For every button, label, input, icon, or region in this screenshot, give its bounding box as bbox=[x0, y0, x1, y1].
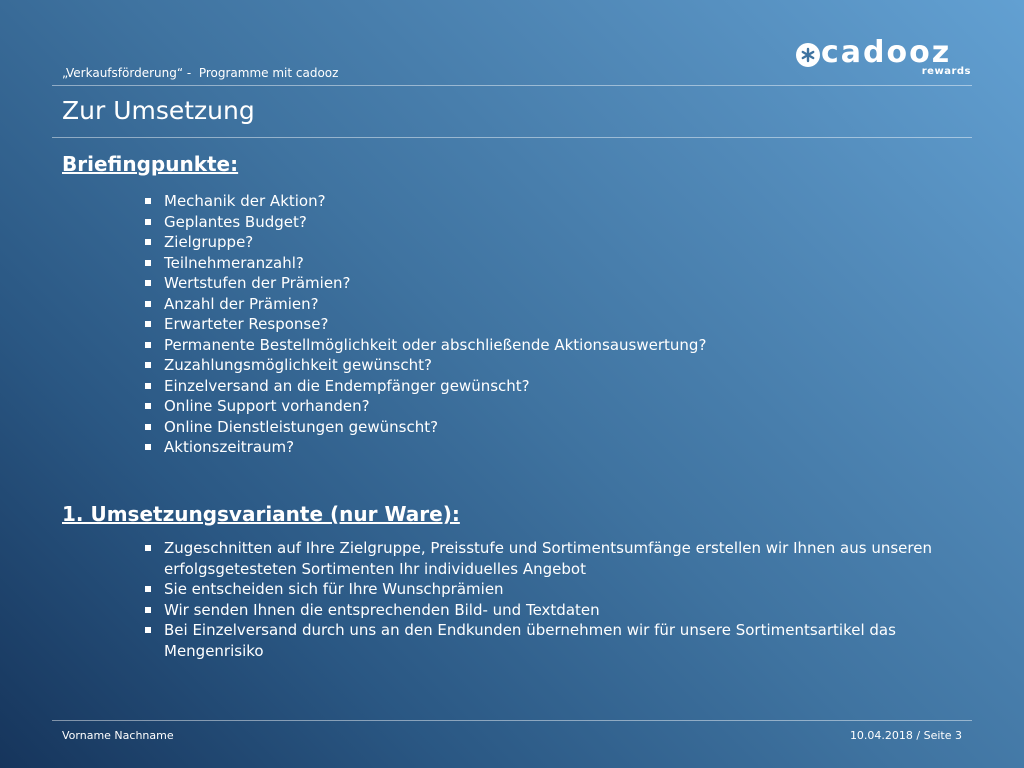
list-item: Permanente Bestellmöglichkeit oder abschließende Aktionsauswertung? bbox=[145, 335, 865, 356]
list-item: Sie entscheiden sich für Ihre Wunschprämien bbox=[145, 579, 945, 600]
bullet-square-icon bbox=[145, 321, 151, 327]
page-title: Zur Umsetzung bbox=[62, 96, 255, 125]
logo-subtext: rewards bbox=[921, 66, 971, 77]
bullet-square-icon bbox=[145, 342, 151, 348]
logo-wordmark: cadooz bbox=[821, 35, 952, 70]
bullet-square-icon bbox=[145, 545, 151, 551]
bullet-square-icon bbox=[145, 383, 151, 389]
bullet-square-icon bbox=[145, 280, 151, 286]
list-item: Erwarteter Response? bbox=[145, 314, 865, 335]
footer-date-page: 10.04.2018 / Seite 3 bbox=[849, 729, 962, 742]
list-item: Geplantes Budget? bbox=[145, 212, 865, 233]
footer-divider bbox=[52, 720, 972, 721]
section-heading-umsetzungsvariante: 1. Umsetzungsvariante (nur Ware): bbox=[62, 502, 460, 526]
list-item: Zugeschnitten auf Ihre Zielgruppe, Preisstufe und Sortimentsumfänge erstellen wir Ihnen aus unseren erfolgsgetesteten Sortimenten Ihr individuelles Angebot bbox=[145, 538, 945, 579]
bullet-square-icon bbox=[145, 362, 151, 368]
breadcrumb: „Verkaufsförderung“ - Programme mit cadooz bbox=[62, 66, 339, 80]
list-item: Aktionszeitraum? bbox=[145, 437, 865, 458]
list-item: Bei Einzelversand durch uns an den Endkunden übernehmen wir für unsere Sortimentsartikel das Mengenrisiko bbox=[145, 620, 945, 661]
list-item: Teilnehmeranzahl? bbox=[145, 253, 865, 274]
bullet-square-icon bbox=[145, 260, 151, 266]
list-item: Mechanik der Aktion? bbox=[145, 191, 865, 212]
bullet-square-icon bbox=[145, 301, 151, 307]
asterisk-logo-icon bbox=[795, 42, 821, 68]
bullet-square-icon bbox=[145, 444, 151, 450]
bullet-square-icon bbox=[145, 586, 151, 592]
bullet-square-icon bbox=[145, 198, 151, 204]
title-divider bbox=[52, 137, 972, 138]
bullet-square-icon bbox=[145, 239, 151, 245]
briefing-list bbox=[145, 191, 865, 458]
list-item: Anzahl der Prämien? bbox=[145, 294, 865, 315]
bullet-square-icon bbox=[145, 627, 151, 633]
list-item: Online Support vorhanden? bbox=[145, 396, 865, 417]
bullet-square-icon bbox=[145, 424, 151, 430]
section-heading-briefingpunkte: Briefingpunkte: bbox=[62, 152, 239, 176]
list-item: Online Dienstleistungen gewünscht? bbox=[145, 417, 865, 438]
list-item: Zielgruppe? bbox=[145, 232, 865, 253]
list-item: Zuzahlungsmöglichkeit gewünscht? bbox=[145, 355, 865, 376]
list-item: Wir senden Ihnen die entsprechenden Bild- und Textdaten bbox=[145, 600, 945, 621]
header-divider bbox=[52, 85, 972, 86]
umsetzung-list bbox=[145, 538, 945, 661]
bullet-square-icon bbox=[145, 403, 151, 409]
list-item: Wertstufen der Prämien? bbox=[145, 273, 865, 294]
bullet-square-icon bbox=[145, 219, 151, 225]
bullet-square-icon bbox=[145, 607, 151, 613]
footer-author: Vorname Nachname bbox=[62, 729, 174, 742]
list-item: Einzelversand an die Endempfänger gewünscht? bbox=[145, 376, 865, 397]
cadooz-logo bbox=[795, 35, 975, 80]
